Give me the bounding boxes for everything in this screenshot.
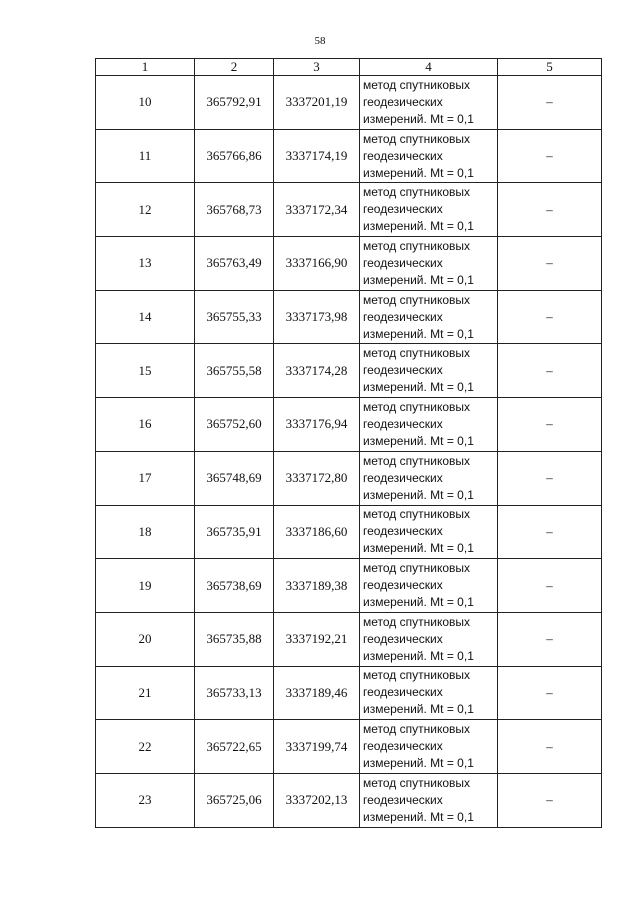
method-cell bbox=[360, 129, 498, 183]
point-number-cell: 10 bbox=[96, 76, 195, 130]
table-row bbox=[96, 290, 602, 344]
method-text-line: геодезических bbox=[363, 792, 443, 807]
point-number-cell: 23 bbox=[96, 773, 195, 827]
description-cell: – bbox=[498, 666, 602, 720]
table-row bbox=[96, 451, 602, 505]
description-cell: – bbox=[498, 559, 602, 613]
x-coordinate-cell: 365735,91 bbox=[195, 505, 274, 559]
header-col-1: 1 bbox=[96, 59, 195, 76]
y-coordinate-cell: 3337202,13 bbox=[274, 773, 360, 827]
method-text-line: метод спутниковых bbox=[363, 614, 471, 629]
point-number-cell: 16 bbox=[96, 398, 195, 452]
x-coordinate-cell: 365792,91 bbox=[195, 76, 274, 130]
point-number-cell: 17 bbox=[96, 451, 195, 505]
y-coordinate-cell: 3337174,19 bbox=[274, 129, 360, 183]
table-row bbox=[96, 612, 602, 666]
description-cell: – bbox=[498, 237, 602, 291]
table-row bbox=[96, 666, 602, 720]
point-number-cell: 11 bbox=[96, 129, 195, 183]
table-row bbox=[96, 76, 602, 130]
table-row bbox=[96, 344, 602, 398]
method-text-line: измерений. Mt = 0,1 bbox=[363, 487, 474, 502]
description-cell: – bbox=[498, 773, 602, 827]
method-text-line: геодезических bbox=[363, 739, 443, 754]
method-text-line: метод спутниковых bbox=[363, 399, 471, 414]
method-cell bbox=[360, 720, 498, 774]
y-coordinate-cell: 3337173,98 bbox=[274, 290, 360, 344]
coordinates-table bbox=[95, 58, 602, 828]
method-cell bbox=[360, 612, 498, 666]
x-coordinate-cell: 365738,69 bbox=[195, 559, 274, 613]
method-cell bbox=[360, 344, 498, 398]
point-number-cell: 21 bbox=[96, 666, 195, 720]
method-text-line: метод спутниковых bbox=[363, 507, 471, 522]
description-cell: – bbox=[498, 720, 602, 774]
x-coordinate-cell: 365768,73 bbox=[195, 183, 274, 237]
description-cell: – bbox=[498, 183, 602, 237]
table-row bbox=[96, 129, 602, 183]
page-number: 58 bbox=[314, 35, 326, 47]
method-text-line: измерений. Mt = 0,1 bbox=[363, 433, 474, 448]
method-text-line: метод спутниковых bbox=[363, 185, 471, 200]
method-text-line: геодезических bbox=[363, 255, 443, 270]
method-text-line: метод спутниковых bbox=[363, 668, 471, 683]
point-number-cell: 19 bbox=[96, 559, 195, 613]
description-cell: – bbox=[498, 398, 602, 452]
point-number-cell: 18 bbox=[96, 505, 195, 559]
table-row bbox=[96, 398, 602, 452]
y-coordinate-cell: 3337201,19 bbox=[274, 76, 360, 130]
header-col-2: 2 bbox=[195, 59, 274, 76]
method-cell bbox=[360, 505, 498, 559]
method-text-line: геодезических bbox=[363, 94, 443, 109]
description-cell: – bbox=[498, 505, 602, 559]
method-text-line: метод спутниковых bbox=[363, 292, 471, 307]
method-cell bbox=[360, 559, 498, 613]
table-row bbox=[96, 559, 602, 613]
description-cell: – bbox=[498, 344, 602, 398]
table-row bbox=[96, 720, 602, 774]
method-text-line: геодезических bbox=[363, 524, 443, 539]
method-text-line: измерений. Mt = 0,1 bbox=[363, 272, 474, 287]
description-cell: – bbox=[498, 612, 602, 666]
x-coordinate-cell: 365755,58 bbox=[195, 344, 274, 398]
y-coordinate-cell: 3337192,21 bbox=[274, 612, 360, 666]
method-text-line: измерений. Mt = 0,1 bbox=[363, 541, 474, 556]
method-text-line: геодезических bbox=[363, 631, 443, 646]
method-cell bbox=[360, 773, 498, 827]
y-coordinate-cell: 3337172,34 bbox=[274, 183, 360, 237]
method-text-line: геодезических bbox=[363, 685, 443, 700]
description-cell: – bbox=[498, 451, 602, 505]
header-col-4: 4 bbox=[360, 59, 498, 76]
method-text-line: измерений. Mt = 0,1 bbox=[363, 380, 474, 395]
method-text-line: геодезических bbox=[363, 470, 443, 485]
method-cell bbox=[360, 451, 498, 505]
y-coordinate-cell: 3337174,28 bbox=[274, 344, 360, 398]
table-header-row bbox=[96, 59, 602, 76]
point-number-cell: 22 bbox=[96, 720, 195, 774]
method-cell bbox=[360, 76, 498, 130]
method-text-line: измерений. Mt = 0,1 bbox=[363, 702, 474, 717]
y-coordinate-cell: 3337189,46 bbox=[274, 666, 360, 720]
method-text-line: измерений. Mt = 0,1 bbox=[363, 756, 474, 771]
method-text-line: измерений. Mt = 0,1 bbox=[363, 648, 474, 663]
y-coordinate-cell: 3337199,74 bbox=[274, 720, 360, 774]
method-text-line: измерений. Mt = 0,1 bbox=[363, 809, 474, 824]
x-coordinate-cell: 365755,33 bbox=[195, 290, 274, 344]
method-text-line: метод спутниковых bbox=[363, 131, 471, 146]
table-row bbox=[96, 773, 602, 827]
point-number-cell: 15 bbox=[96, 344, 195, 398]
header-col-3: 3 bbox=[274, 59, 360, 76]
point-number-cell: 13 bbox=[96, 237, 195, 291]
method-text-line: геодезических bbox=[363, 363, 443, 378]
x-coordinate-cell: 365733,13 bbox=[195, 666, 274, 720]
x-coordinate-cell: 365722,65 bbox=[195, 720, 274, 774]
method-cell bbox=[360, 183, 498, 237]
method-text-line: метод спутниковых bbox=[363, 453, 471, 468]
x-coordinate-cell: 365752,60 bbox=[195, 398, 274, 452]
method-text-line: измерений. Mt = 0,1 bbox=[363, 326, 474, 341]
method-cell bbox=[360, 666, 498, 720]
point-number-cell: 12 bbox=[96, 183, 195, 237]
x-coordinate-cell: 365763,49 bbox=[195, 237, 274, 291]
table-row bbox=[96, 237, 602, 291]
y-coordinate-cell: 3337172,80 bbox=[274, 451, 360, 505]
point-number-cell: 20 bbox=[96, 612, 195, 666]
x-coordinate-cell: 365725,06 bbox=[195, 773, 274, 827]
header-col-5: 5 bbox=[498, 59, 602, 76]
table-body bbox=[96, 76, 602, 828]
method-text-line: измерений. Mt = 0,1 bbox=[363, 219, 474, 234]
y-coordinate-cell: 3337189,38 bbox=[274, 559, 360, 613]
method-text-line: метод спутниковых bbox=[363, 77, 471, 92]
method-cell bbox=[360, 290, 498, 344]
table-row bbox=[96, 183, 602, 237]
method-text-line: метод спутниковых bbox=[363, 722, 471, 737]
method-text-line: геодезических bbox=[363, 148, 443, 163]
method-text-line: метод спутниковых bbox=[363, 561, 471, 576]
description-cell: – bbox=[498, 129, 602, 183]
method-cell bbox=[360, 398, 498, 452]
method-text-line: геодезических bbox=[363, 202, 443, 217]
x-coordinate-cell: 365735,88 bbox=[195, 612, 274, 666]
table-row bbox=[96, 505, 602, 559]
method-text-line: метод спутниковых bbox=[363, 346, 471, 361]
method-text-line: геодезических bbox=[363, 578, 443, 593]
x-coordinate-cell: 365766,86 bbox=[195, 129, 274, 183]
description-cell: – bbox=[498, 290, 602, 344]
description-cell: – bbox=[498, 76, 602, 130]
method-text-line: метод спутниковых bbox=[363, 238, 471, 253]
y-coordinate-cell: 3337186,60 bbox=[274, 505, 360, 559]
method-text-line: геодезических bbox=[363, 416, 443, 431]
y-coordinate-cell: 3337176,94 bbox=[274, 398, 360, 452]
method-cell bbox=[360, 237, 498, 291]
method-text-line: метод спутниковых bbox=[363, 775, 471, 790]
method-text-line: измерений. Mt = 0,1 bbox=[363, 111, 474, 126]
y-coordinate-cell: 3337166,90 bbox=[274, 237, 360, 291]
method-text-line: измерений. Mt = 0,1 bbox=[363, 165, 474, 180]
x-coordinate-cell: 365748,69 bbox=[195, 451, 274, 505]
method-text-line: геодезических bbox=[363, 309, 443, 324]
point-number-cell: 14 bbox=[96, 290, 195, 344]
method-text-line: измерений. Mt = 0,1 bbox=[363, 595, 474, 610]
